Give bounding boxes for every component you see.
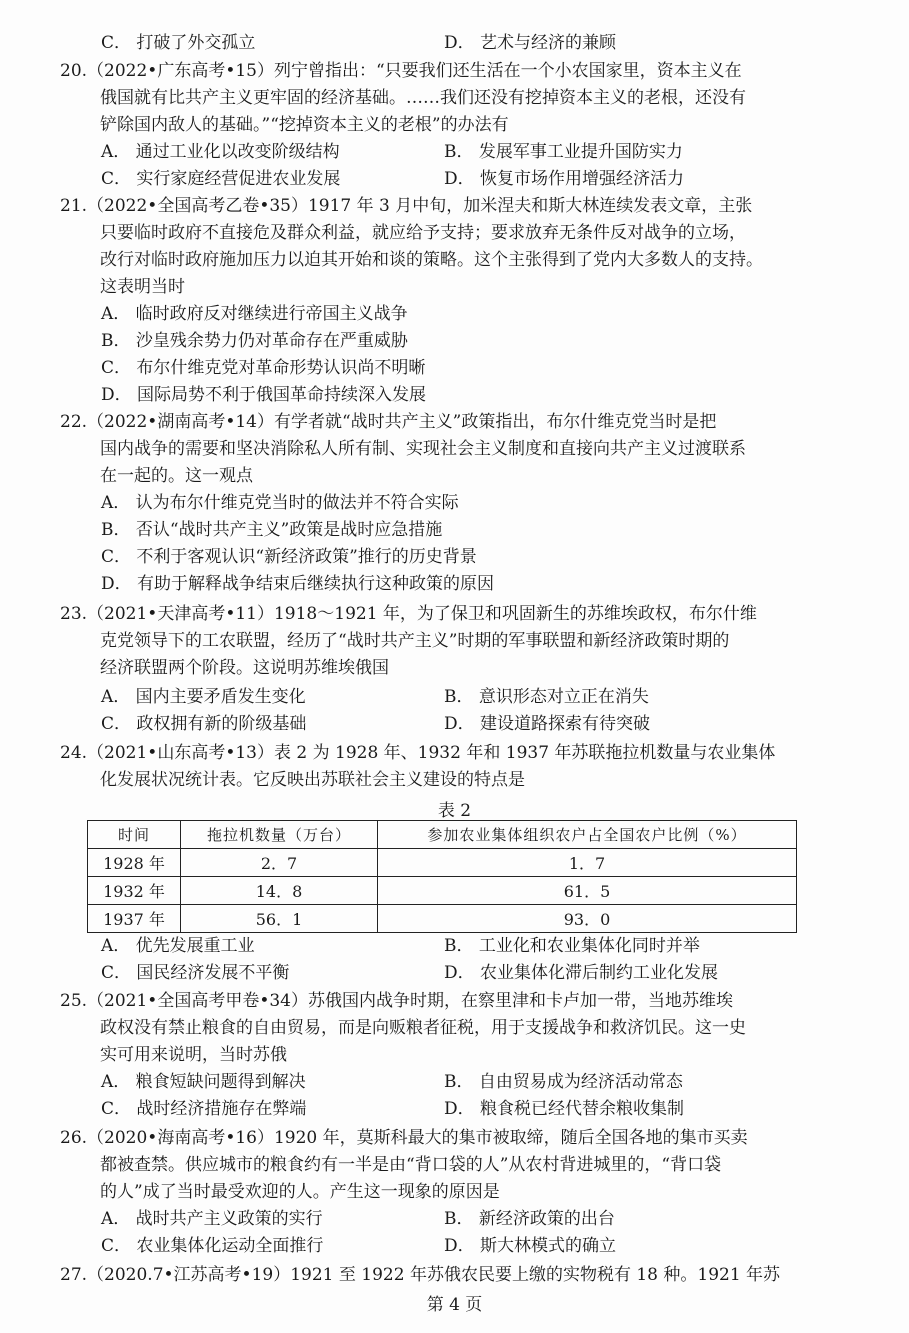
q24-option-a: A． 优先发展重工业 [101,936,255,956]
q25-option-a: A． 粮食短缺问题得到解决 [101,1072,306,1092]
q24-option-c: C． 国民经济发展不平衡 [101,963,290,983]
q26-option-c: C． 农业集体化运动全面推行 [101,1236,324,1256]
q26-option-d: D． 斯大林模式的确立 [444,1236,617,1256]
cell-tractors: 56．1 [181,905,378,933]
q23-option-d: D． 建设道路探索有待突破 [444,714,651,734]
cell-tractors: 2．7 [181,849,378,877]
header-collective-ratio: 参加农业集体组织农户占全国农户比例（%） [378,821,797,849]
cell-year: 1932 年 [88,877,181,905]
data-table [87,820,797,933]
page-number: 第 4 页 [426,1295,483,1315]
q20-option-a: A． 通过工业化以改变阶级结构 [101,142,340,162]
table-row [88,877,797,905]
question-25-line-2: 政权没有禁止粮食的自由贸易，而是向贩粮者征税，用于支援战争和救济饥民。这一史 [100,1018,746,1038]
header-time: 时间 [88,821,181,849]
question-25-line-3: 实可用来说明，当时苏俄 [100,1045,287,1065]
question-21-line-2: 只要临时政府不直接危及群众利益，就应给予支持；要求放弃无条件反对战争的立场， [100,223,746,243]
option-c: C． 打破了外交孤立 [101,33,256,53]
q23-option-a: A． 国内主要矛盾发生变化 [101,687,306,707]
option-d: D． 艺术与经济的兼顾 [444,33,617,53]
q21-option-d: D． 国际局势不利于俄国革命持续深入发展 [101,385,427,405]
q25-option-b: B． 自由贸易成为经济活动常态 [444,1072,683,1092]
q26-option-b: B． 新经济政策的出台 [444,1209,615,1229]
question-23-line-2: 克党领导下的工农联盟，经历了“战时共产主义”时期的军事联盟和新经济政策时期的 [100,631,730,651]
cell-ratio: 61．5 [378,877,797,905]
q22-option-b: B． 否认“战时共产主义”政策是战时应急措施 [101,520,443,540]
question-27-line-1: 27.（2020.7•江苏高考•19）1921 至 1922 年苏俄农民要上缴的实物税有 18 种。1921 年苏 [60,1265,781,1285]
q21-option-c: C． 布尔什维克党对革命形势认识尚不明晰 [101,358,426,378]
question-23-line-1: 23.（2021•天津高考•11）1918～1921 年，为了保卫和巩固新生的苏维埃政权，布尔什维 [60,604,757,624]
q24-option-d: D． 农业集体化滞后制约工业化发展 [444,963,719,983]
q24-option-b: B． 工业化和农业集体化同时并举 [444,936,700,956]
question-21-line-3: 改行对临时政府施加压力以迫其开始和谈的策略。这个主张得到了党内大多数人的支持。 [100,250,763,270]
question-26-line-1: 26.（2020•海南高考•16）1920 年，莫斯科最大的集市被取缔，随后全国各地的集市买卖 [60,1128,748,1148]
q23-option-c: C． 政权拥有新的阶级基础 [101,714,307,734]
question-21-line-4: 这表明当时 [100,277,185,297]
question-24-line-2: 化发展状况统计表。它反映出苏联社会主义建设的特点是 [100,770,525,790]
q25-option-d: D． 粮食税已经代替余粮收集制 [444,1099,685,1119]
question-20-line-3: 铲除国内敌人的基础。”“挖掉资本主义的老根”的办法有 [100,115,509,135]
question-21-line-1: 21.（2022•全国高考乙卷•35）1917 年 3 月中旬，加米涅夫和斯大林连续发表文章，主张 [60,196,753,216]
question-23-line-3: 经济联盟两个阶段。这说明苏维埃俄国 [100,658,389,678]
header-tractors: 拖拉机数量（万台） [181,821,378,849]
cell-year: 1928 年 [88,849,181,877]
question-24-line-1: 24.（2021•山东高考•13）表 2 为 1928 年、1932 年和 1937 年苏联拖拉机数量与农业集体 [60,743,776,763]
cell-year: 1937 年 [88,905,181,933]
table-header-row [88,821,797,849]
question-25-line-1: 25.（2021•全国高考甲卷•34）苏俄国内战争时期，在察里津和卡卢加一带，当地苏维埃 [60,991,733,1011]
table-row [88,849,797,877]
table-caption: 表 2 [437,801,472,821]
q20-option-b: B． 发展军事工业提升国防实力 [444,142,683,162]
q25-option-c: C． 战时经济措施存在弊端 [101,1099,307,1119]
q26-option-a: A． 战时共产主义政策的实行 [101,1209,323,1229]
cell-tractors: 14．8 [181,877,378,905]
q23-option-b: B． 意识形态对立正在消失 [444,687,649,707]
cell-ratio: 93．0 [378,905,797,933]
question-22-line-1: 22.（2022•湖南高考•14）有学者就“战时共产主义”政策指出，布尔什维克党当时是把 [60,412,717,432]
question-26-line-3: 的人”成了当时最受欢迎的人。产生这一现象的原因是 [100,1182,500,1202]
cell-ratio: 1．7 [378,849,797,877]
q22-option-d: D． 有助于解释战争结束后继续执行这种政策的原因 [101,574,495,594]
question-22-line-2: 国内战争的需要和坚决消除私人所有制、实现社会主义制度和直接向共产主义过渡联系 [100,439,746,459]
q21-option-a: A． 临时政府反对继续进行帝国主义战争 [101,304,408,324]
question-26-line-2: 都被查禁。供应城市的粮食约有一半是由“背口袋的人”从农村背进城里的，“背口袋 [100,1155,722,1175]
question-20-line-2: 俄国就有比共产主义更牢固的经济基础。……我们还没有挖掉资本主义的老根，还没有 [100,88,746,108]
q22-option-c: C． 不利于客观认识“新经济政策”推行的历史背景 [101,547,477,567]
q20-option-c: C． 实行家庭经营促进农业发展 [101,169,341,189]
question-20-line-1: 20.（2022•广东高考•15）列宁曾指出：“只要我们还生活在一个小农国家里，资本主义在 [60,61,742,81]
table-row [88,905,797,933]
q22-option-a: A． 认为布尔什维克党当时的做法并不符合实际 [101,493,459,513]
q20-option-d: D． 恢复市场作用增强经济活力 [444,169,685,189]
question-22-line-3: 在一起的。这一观点 [100,466,253,486]
q21-option-b: B． 沙皇残余势力仍对革命存在严重威胁 [101,331,408,351]
